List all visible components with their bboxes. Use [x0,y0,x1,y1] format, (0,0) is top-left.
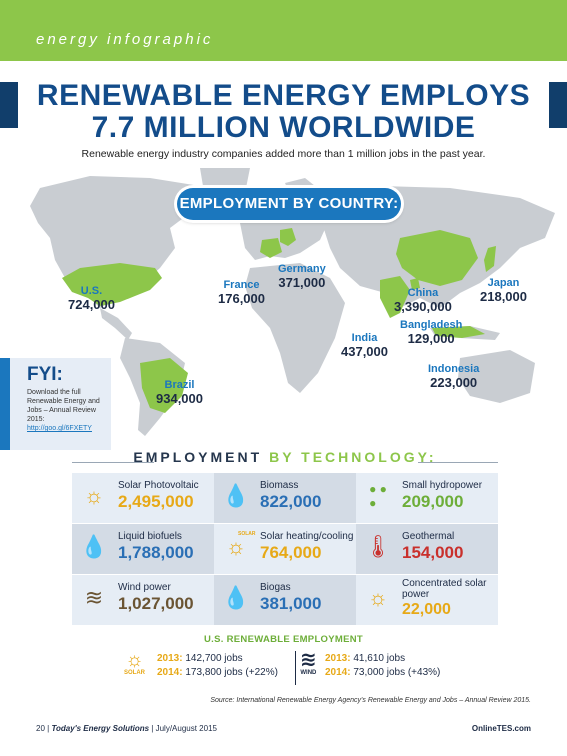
tech-value: 1,788,000 [118,543,194,562]
tech-cell-biomass [214,473,356,523]
drop-icon: 💧 [222,585,250,610]
header-bar [0,0,567,61]
magazine-name: Today's Energy Solutions [51,724,150,733]
country-label-brazil [156,378,203,406]
technology-heading-part2: BY TECHNOLOGY: [269,449,437,465]
tech-cell-biogas [214,575,356,625]
central-america-shape [100,308,132,340]
country-name: India [351,332,378,344]
website[interactable]: OnlineTES.com [471,724,531,733]
tech-cell-small-hydro [356,473,498,523]
us-solar-block [157,652,278,680]
country-value: 371,000 [278,275,326,290]
tech-value: 1,027,000 [118,594,194,613]
wind-year-2: 2014: [325,667,351,678]
tech-value: 22,000 [402,601,451,618]
solar-value-2: 173,800 jobs (+22%) [185,667,278,678]
page-title-line1: RENEWABLE ENERGY EMPLOYS [36,79,531,112]
country-name: Japan [487,277,520,289]
tech-name: Small hydropower [402,480,483,491]
droplets-icon: ● ● ● [369,482,387,510]
tech-name: Solar heating/cooling [260,531,354,542]
tech-cell-csp [356,575,498,625]
drop-icon: 💧 [80,534,108,559]
wind-year-1: 2013: [325,653,351,664]
solar-year-1: 2013: [157,653,183,664]
page-number: 20 [36,724,45,733]
country-value: 437,000 [341,344,388,359]
tech-name: Liquid biofuels [118,531,182,542]
fyi-link[interactable]: http://goo.gl/6FXETY [27,425,92,432]
tech-value: 764,000 [260,543,322,562]
tech-name: Concentrated solar power [402,578,487,600]
wind-icon: ≋ [300,649,317,671]
tech-name: Wind power [118,582,171,593]
country-name: Germany [278,263,326,275]
country-name: China [407,287,439,299]
section-label: energy infographic [36,31,214,48]
page-title-line2: 7.7 MILLION WORLDWIDE [91,111,476,144]
footer-left: 20 | Today's Energy Solutions | July/August 2015 [36,724,217,733]
country-label-india [341,331,388,359]
country-label-france [218,278,265,306]
country-label-us [68,284,115,312]
technology-grid [72,473,498,627]
us-divider [295,651,296,685]
tech-value: 2,495,000 [118,492,194,511]
country-label-china [394,286,452,314]
wind-icon: ≋ [84,585,104,610]
tech-name: Solar Photovoltaic [118,480,199,491]
solar-value-1: 142,700 jobs [185,653,243,664]
tech-name: Geothermal [402,531,455,542]
country-name: Bangladesh [400,319,463,331]
solar-badge: SOLAR [238,531,256,537]
country-label-germany [278,262,326,290]
tech-cell-liquid-biofuels [72,524,214,574]
us-employment-heading: U.S. RENEWABLE EMPLOYMENT [204,634,363,645]
country-value: 223,000 [430,375,478,390]
tech-value: 822,000 [260,492,322,511]
page-subtitle: Renewable energy industry companies added more than 1 million jobs in the past year. [81,148,486,160]
country-value: 218,000 [480,289,527,304]
tech-cell-solar-pv [72,473,214,523]
us-wind-block [325,652,440,680]
country-value: 934,000 [156,391,203,406]
country-name: Indonesia [428,363,480,375]
tech-value: 381,000 [260,594,322,613]
tech-cell-wind [72,575,214,625]
tech-name: Biogas [260,582,291,593]
fyi-box [0,358,111,450]
thermometer-icon: 🌡 [364,534,392,559]
page-footer [0,720,567,738]
country-label-indonesia [428,362,479,390]
issue-date: July/August 2015 [155,724,217,733]
country-value: 3,390,000 [394,299,452,314]
tech-name: Biomass [260,480,299,491]
solar-year-2: 2014: [157,667,183,678]
tech-value: 209,000 [402,492,464,511]
wind-value-1: 41,610 jobs [353,653,406,664]
country-value: 129,000 [407,331,455,346]
country-name: Brazil [164,379,195,391]
tech-cell-solar-heating [214,524,356,574]
country-label-bangladesh [400,318,462,346]
sun-icon: ☼ [367,585,389,610]
tech-value: 154,000 [402,543,464,562]
wind-label: WIND [300,670,317,676]
fyi-heading: FYI: [27,364,63,385]
tech-cell-geothermal [356,524,498,574]
country-value: 176,000 [218,291,265,306]
solar-label: SOLAR [124,670,145,676]
technology-heading [70,449,500,465]
wind-icon-block [300,650,317,676]
sun-icon: ☼ [225,534,247,559]
country-label-japan [480,276,527,304]
technology-heading-part1: EMPLOYMENT [133,449,263,465]
wind-value-2: 73,000 jobs (+43%) [353,667,441,678]
sun-icon: ☼ [83,483,105,508]
country-value: 724,000 [68,297,115,312]
country-name: France [223,279,260,291]
solar-icon [124,650,145,676]
drop-icon: 💧 [222,483,250,508]
source-note: Source: International Renewable Energy Agency's Renewable Energy and Jobs – Annual Review 2015. [210,697,531,704]
country-name: U.S. [80,285,103,297]
sun-icon: ☼ [125,649,144,671]
fyi-body: Download the full Renewable Energy and Jobs – Annual Review 2015: [27,389,100,423]
employment-by-country-pill: EMPLOYMENT BY COUNTRY: [177,188,401,220]
